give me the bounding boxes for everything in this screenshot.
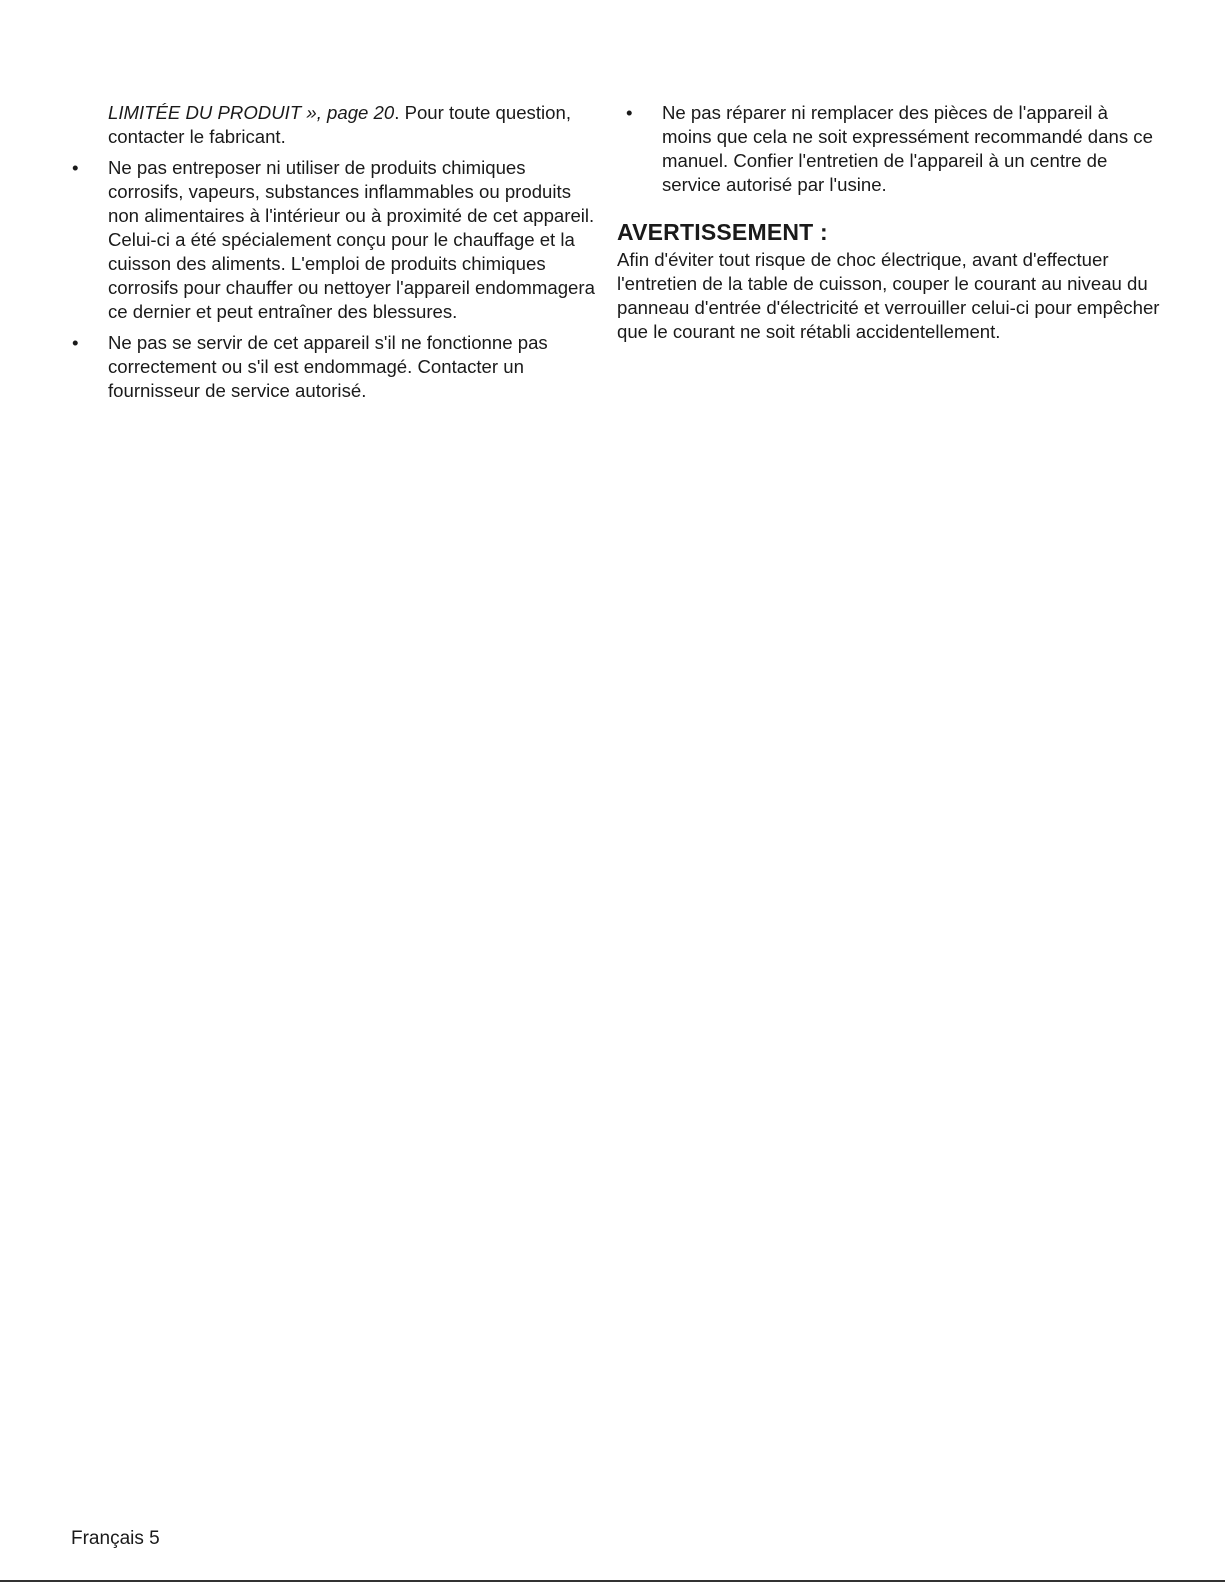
list-item-text: Ne pas se servir de cet appareil s'il ne fonctionne pas correctement ou s'il est endommagé. Contacter un fournisseur de service autorisé. (108, 332, 548, 401)
list-item-text: Ne pas entreposer ni utiliser de produits chimiques corrosifs, vapeurs, substances inflammables ou produits non alimentaires à l'intérieur ou à proximité de cet appareil. Celui-ci a été spécialement conçu pour le chauffage et la cuisson des aliments. L'emploi de produits chimiques corrosifs pour chauffer ou nettoyer l'appareil endommagera ce dernier et peut entraîner des blessures. (108, 157, 595, 322)
left-column (63, 101, 603, 403)
intro-paragraph (63, 101, 603, 149)
list-item (63, 331, 603, 403)
bullet-icon: • (626, 102, 633, 123)
intro-text: . Pour toute question, contacter le fabricant. (108, 102, 571, 147)
page-number: Français 5 (71, 1528, 160, 1549)
list-item (617, 101, 1162, 197)
list-item-text: Ne pas réparer ni remplacer des pièces de l'appareil à moins que cela ne soit expressément recommandé dans ce manuel. Confier l'entretien de l'appareil à un centre de service autorisé par l'usine. (662, 102, 1153, 195)
bottom-divider (0, 1580, 1225, 1582)
warning-body: Afin d'éviter tout risque de choc électrique, avant d'effectuer l'entretien de la table de cuisson, couper le courant au niveau du panneau d'entrée d'électricité et verrouiller celui-ci pour empêcher que le courant ne soit rétabli accidentellement. (617, 249, 1160, 342)
warranty-reference: LIMITÉE DU PRODUIT », page 20 (108, 102, 395, 123)
warning-heading: AVERTISSEMENT : (617, 219, 828, 245)
list-item (63, 156, 603, 324)
bullet-icon: • (72, 332, 79, 353)
right-column (617, 101, 1162, 344)
bullet-icon: • (72, 157, 79, 178)
